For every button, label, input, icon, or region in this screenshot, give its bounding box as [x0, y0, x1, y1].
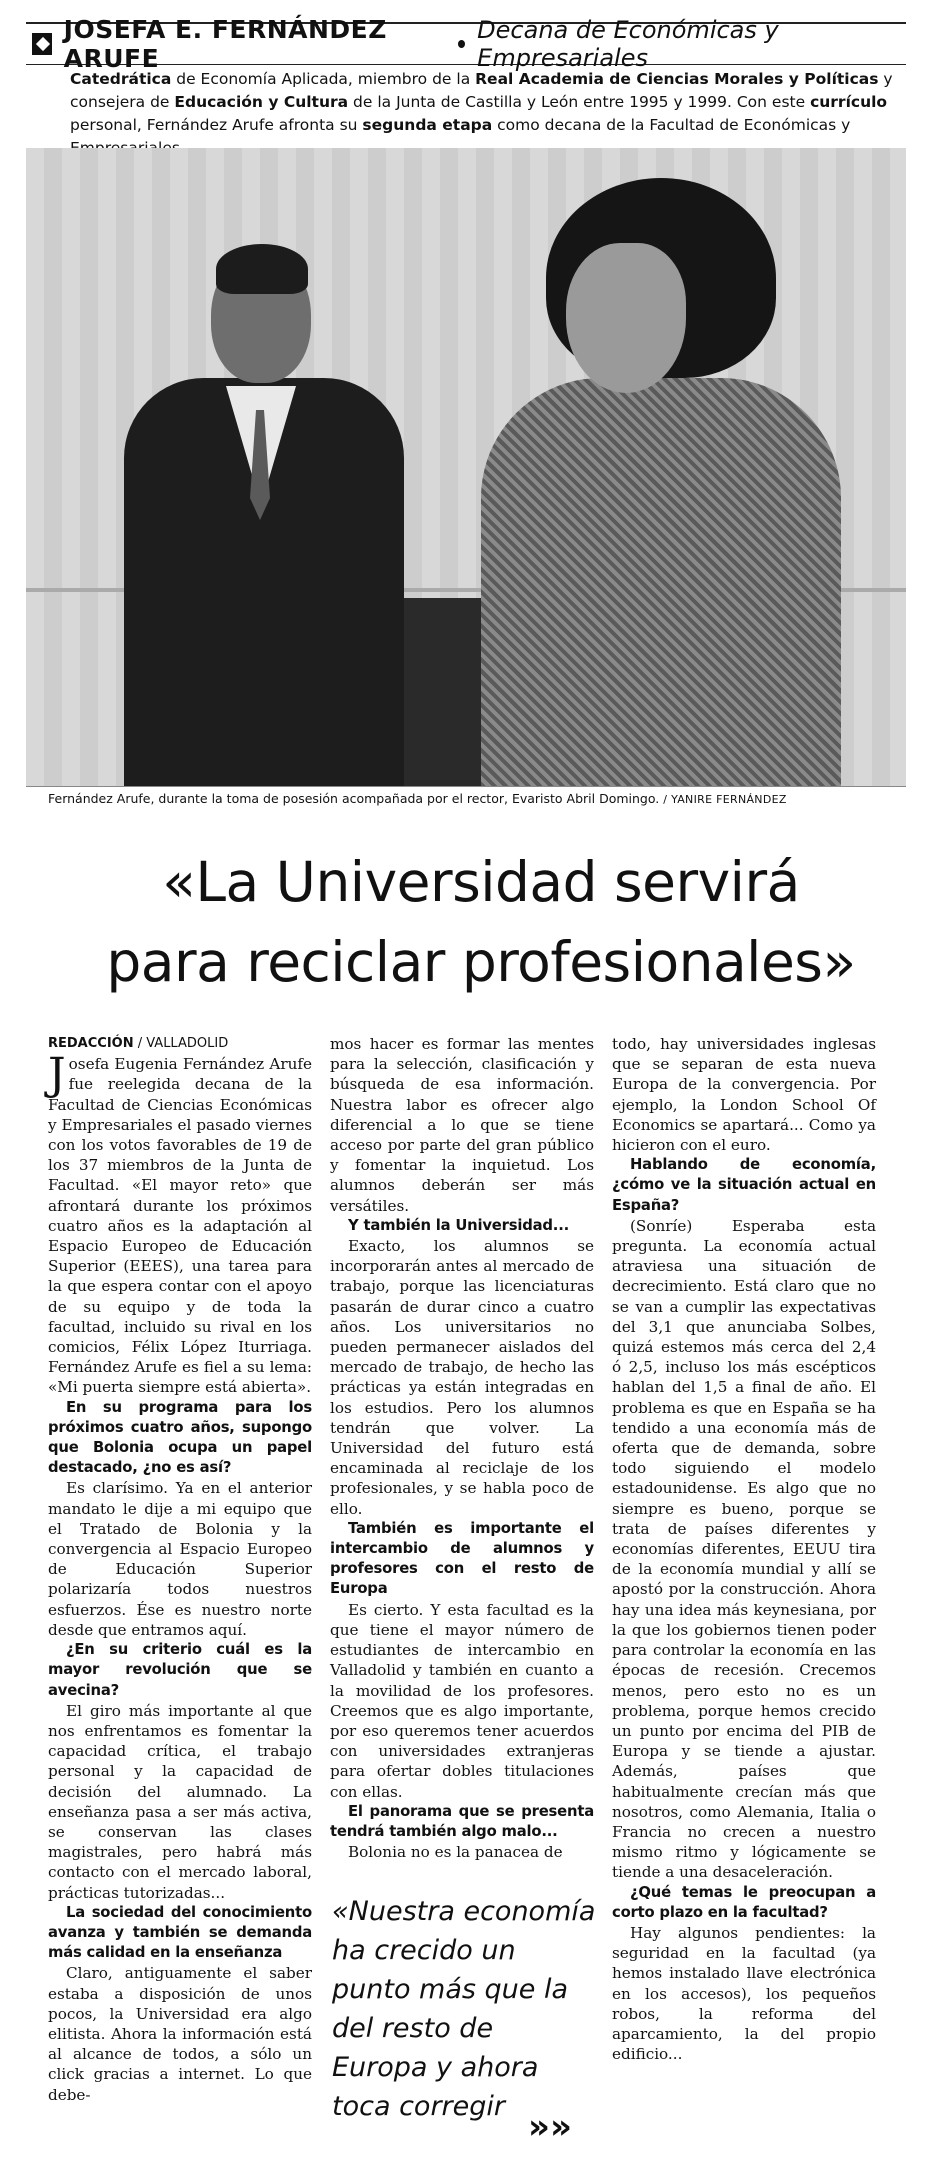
answer-paragraph: [48, 1049, 312, 1397]
news-photo: [26, 148, 906, 787]
answer-paragraph: Claro, antiguamente el saber estaba a disposición de unos pocos, la Universidad era algo elitista. Ahora la información está al alcance de todos, a sólo un click gracias a internet. Lo que debe-: [48, 1964, 312, 2104]
answer-paragraph: El giro más importante al que nos enfrentamos es fomentar la capacidad crítica, el trabajo personal y la capacidad de decisión del alumnado. La enseñanza pasa a ser más activa, se conservan las clases magistrales, pero habrá más contacto con el mercado laboral, prácticas tutorizadas...: [48, 1701, 312, 1902]
interviewee-role: Decana de Económicas y Empresariales: [477, 16, 779, 72]
headline: [66, 842, 896, 1002]
byline-place: / VALLADOLID: [133, 1036, 229, 1051]
interview-question: ¿Qué temas le preocupan a corto plazo en la facultad?: [612, 1883, 876, 1921]
pull-quote: «Nuestra economía ha crecido un punto más que la del resto de Europa y ahora toca corregir: [332, 1896, 596, 2122]
answer-paragraph: (Sonríe) Esperaba esta pregunta. La economía actual atraviesa una situación de decrecimiento. Está claro que no se van a cumplir las expectativas del 3,1 que anunciaba Solbes, quizá estemos más cerca del 2,4 ó 2,5, incluso los más escépticos hablan del 1,5 a final de año. El problema es que en España se ha tendido a una economía más de oferta que de demanda, sobre todo siguiendo el modelo estadounidense. Es algo que no siempre es bueno, porque se trata de países diferentes y economías diferentes, EEUU tira de la economía mundial y allí se apostó por la construcción. Ahora hay una idea más keynesiana, por la que los gobiernos tienen poder para controlar la economía en las épocas de recesión. Crecemos menos, pero esto no es un problema, porque hemos crecido un punto por encima del PIB de Europa y se tiende a ajustar. Además, países que habitualmente crecían más que nosotros, como Alemania, Italia o Francia no crecen a nuestro mismo ritmo y lógicamente se tiende a una desaceleración.: [612, 1216, 876, 1882]
answer-paragraph: Es clarísimo. Ya en el anterior mandato le dije a mi equipo que el Tratado de Bolonia y la convergencia al Espacio Europeo de Educación Superior polarizaría todos nuestros esfuerzos. Ése es nuestro norte desde que entramos aquí.: [48, 1479, 312, 1639]
byline: [48, 1034, 312, 1054]
lede-run: segunda etapa: [362, 116, 493, 134]
lede-run: de Economía Aplicada, miembro de la: [171, 70, 476, 88]
pull-quote-arrows-icon: »»: [528, 2107, 572, 2147]
interview-question: La sociedad del conocimiento avanza y también se demanda más calidad en la enseñanza: [48, 1903, 312, 1962]
byline-source: REDACCIÓN: [48, 1036, 134, 1051]
section-logo-icon: [32, 33, 52, 55]
lede-paragraph: [70, 68, 900, 160]
interview-question: En su programa para los próximos cuatro años, supongo que Bolonia ocupa un papel destacado, ¿no es así?: [48, 1398, 312, 1477]
caption-text: Fernández Arufe, durante la toma de posesión acompañada por el rector, Evaristo Abril Domingo.: [48, 791, 660, 806]
lede-run: Educación y Cultura: [174, 93, 349, 111]
article-column-3: [612, 1034, 876, 2064]
drop-cap: J: [48, 1049, 66, 1101]
interviewee-name: JOSEFA E. FERNÁNDEZ ARUFE: [63, 15, 387, 73]
section-header: [26, 15, 906, 73]
bullet-separator: [458, 40, 465, 48]
lede-run: de la Junta de Castilla y León entre 1995 y 1999. Con este: [348, 93, 811, 111]
answer-paragraph: mos hacer es formar las mentes para la selección, clasificación y búsqueda de esa información. Nuestra labor es ofrecer algo diferencial a lo que se tiene acceso por parte del gran público y fomentar la inquietud. Los alumnos deberán ser más versátiles.: [330, 1035, 594, 1215]
headline-line-2: para reciclar profesionales»: [106, 930, 856, 994]
lead-text: osefa Eugenia Fernández Arufe fue reelegida decana de la Facultad de Ciencias Económicas y Empresariales el pasado viernes con los votos favorables de 19 de los 37 miembros de la Junta de Facultad. «El mayor reto» que afrontará durante los próximos cuatro años es la adaptación al Espacio Europeo de Educación Superior (EEES), una tarea para la que espera contar con el apoyo de su equipo y de toda la facultad, incluido su rival en los comicios, Félix López Iturriaga. Fernández Arufe es fiel a su lema: «Mi puerta siempre está abierta».: [48, 1055, 312, 1397]
lede-run: currículo: [810, 93, 888, 111]
interview-question: El panorama que se presenta tendrá también algo malo...: [330, 1802, 594, 1840]
answer-paragraph: Es cierto. Y esta facultad es la que tiene el mayor número de estudiantes de intercambio en Valladolid y también en cuanto a la movilidad de los profesores. Creemos que es algo importante, por eso queremos tener acuerdos con universidades extranjeras para ofertar dobles titulaciones con ellas.: [330, 1600, 594, 1801]
interview-question: También es importante el intercambio de alumnos y profesores con el resto de Europa: [330, 1519, 594, 1598]
article-column-1: [48, 1034, 312, 2105]
interview-question: ¿En su criterio cuál es la mayor revolución que se avecina?: [48, 1641, 312, 1699]
lede-run: y consejera de: [70, 70, 893, 111]
photo-credit: / YANIRE FERNÁNDEZ: [663, 793, 787, 806]
lede-run: Real Academia de Ciencias Morales y Políticas: [475, 70, 879, 88]
photo-caption: [48, 790, 898, 809]
lede-run: personal, Fernández Arufe afronta su: [70, 116, 363, 134]
interview-question: Y también la Universidad...: [348, 1216, 570, 1234]
headline-line-1: «La Universidad servirá: [162, 850, 800, 914]
answer-paragraph: Hay algunos pendientes: la seguridad en la facultad (ya hemos instalado llave electrónica en los accesos), los pequeños robos, la reforma del aparcamiento, la del propio edificio...: [612, 1923, 876, 2064]
dean-figure: [481, 378, 841, 787]
newspaper-page: [26, 15, 906, 2172]
interview-question: Hablando de economía, ¿cómo ve la situación actual en España?: [612, 1156, 876, 1214]
answer-paragraph: Exacto, los alumnos se incorporarán antes al mercado de trabajo, porque las licenciaturas pasarán de durar cinco a cuatro años. Los universitarios no pueden permanecer aislados del mercado de trabajo, de hecho las prácticas ya están integradas en los estudios. Pero los alumnos tendrán que volver. La Universidad del futuro está encaminada al reciclaje de los profesionales, y se habla poco de ello.: [330, 1237, 594, 1518]
answer-paragraph: Bolonia no es la panacea de: [348, 1843, 563, 1862]
answer-paragraph: todo, hay universidades inglesas que se separan de esta nueva Europa de la convergencia. Por ejemplo, la London School Of Economics se apartará... Como ya hicieron con el euro.: [612, 1035, 876, 1155]
article-column-2: [330, 1034, 594, 1862]
lede-run: Catedrática: [70, 70, 172, 88]
lede-run: como decana de la Facultad de Económicas y: [497, 116, 851, 134]
